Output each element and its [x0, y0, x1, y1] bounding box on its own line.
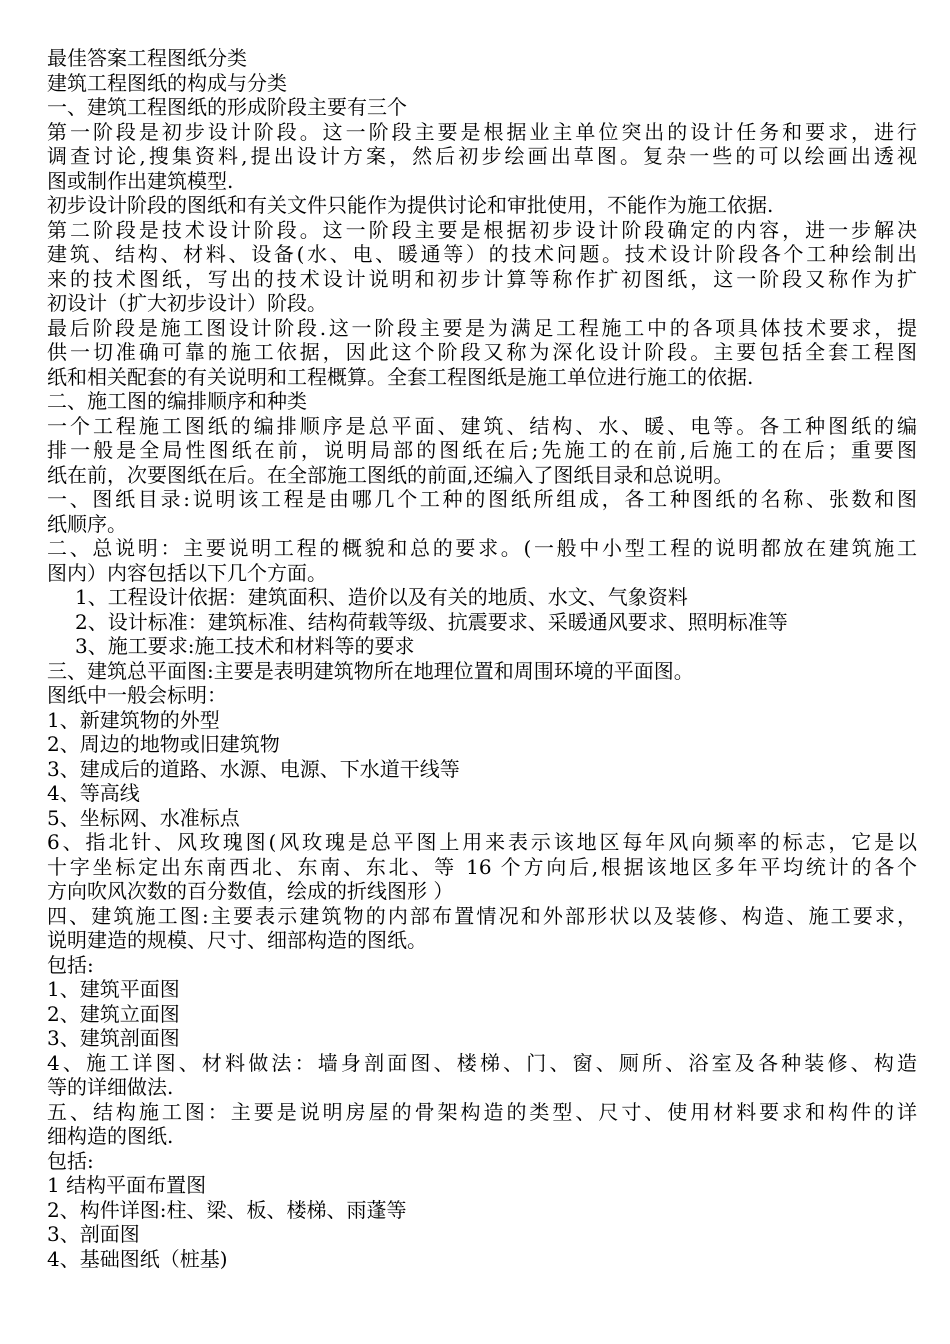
text-line: 图或制作出建筑模型.	[47, 168, 234, 193]
text-line: 图内）内容包括以下几个方面。	[47, 560, 327, 585]
text-line: 图纸中一般会标明：	[47, 683, 227, 707]
text-line: 来的技术图纸，写出的技术设计说明和初步计算等称作扩初图纸，这一阶段又称作为扩	[47, 266, 917, 291]
text-line: 2、构件详图:柱、梁、板、楼梯、雨蓬等	[47, 1197, 407, 1222]
text-line: 供一切准确可靠的施工依据，因此这个阶段又称为深化设计阶段。主要包括全套工程图	[47, 340, 917, 364]
text-line: 五、结构施工图：主要是说明房屋的骨架构造的类型、尺寸、使用材料要求和构件的详	[47, 1099, 917, 1124]
text-line: 十字坐标定出东南西北、东南、东北、等 16 个方向后,根据该地区多年平均统计的各个	[47, 854, 917, 879]
text-line: 说明建造的规模、尺寸、细部构造的图纸。	[47, 928, 427, 952]
text-line: 方向吹风次数的百分数值，绘成的折线图形 ）	[47, 879, 454, 903]
text-line: 最佳答案工程图纸分类	[47, 46, 247, 70]
text-line: 第二阶段是技术设计阶段。这一阶段主要是根据初步设计阶段确定的内容，进一步解决	[47, 217, 917, 242]
text-line: 建筑、结构、材料、设备(水、电、暖通等）的技术问题。技术设计阶段各个工种绘制出	[47, 242, 917, 266]
text-line: 1、工程设计依据：建筑面积、造价以及有关的地质、水文、气象资料	[75, 585, 688, 609]
text-line: 一个工程施工图纸的编排顺序是总平面、建筑、结构、水、暖、电等。各工种图纸的编	[47, 413, 917, 438]
text-line: 初设计（扩大初步设计）阶段。	[47, 291, 327, 315]
text-line: 4、基础图纸（桩基)	[47, 1246, 228, 1271]
text-line: 2、周边的地物或旧建筑物	[47, 732, 280, 756]
text-line: 4、施工详图、材料做法：墙身剖面图、楼梯、门、窗、厕所、浴室及各种装修、构造	[47, 1050, 917, 1075]
text-line: 一、图纸目录:说明该工程是由哪几个工种的图纸所组成，各工种图纸的名称、张数和图	[47, 487, 917, 511]
text-line: 一、建筑工程图纸的形成阶段主要有三个	[47, 95, 407, 119]
text-line: 4、等高线	[47, 781, 140, 805]
document-body	[47, 46, 917, 1271]
text-line: 调查讨论,搜集资料,提出设计方案，然后初步绘画出草图。复杂一些的可以绘画出透视	[47, 144, 917, 168]
text-line: 三、建筑总平面图:主要是表明建筑物所在地理位置和周围环境的平面图。	[47, 658, 694, 683]
text-line: 包括:	[47, 1148, 94, 1173]
text-line: 纸和相关配套的有关说明和工程概算。全套工程图纸是施工单位进行施工的依据.	[47, 364, 754, 389]
text-line: 细构造的图纸.	[47, 1124, 174, 1148]
text-line: 3、建成后的道路、水源、电源、下水道干线等	[47, 756, 460, 781]
text-line: 3、剖面图	[47, 1222, 140, 1246]
text-line: 5、坐标网、水准标点	[47, 805, 240, 830]
text-line: 排一般是全局性图纸在前，说明局部的图纸在后;先施工的在前,后施工的在后；重要图	[47, 438, 917, 462]
text-line: 2、设计标准：建筑标准、结构荷载等级、抗震要求、采暖通风要求、照明标准等	[75, 609, 788, 634]
text-line: 1、建筑平面图	[47, 977, 180, 1001]
text-line: 四、建筑施工图:主要表示建筑物的内部布置情况和外部形状以及装修、构造、施工要求，	[47, 903, 917, 928]
text-line: 初步设计阶段的图纸和有关文件只能作为提供讨论和审批使用，不能作为施工依据.	[47, 193, 774, 217]
text-line: 1、新建筑物的外型	[47, 707, 220, 732]
text-line: 2、建筑立面图	[47, 1001, 180, 1026]
text-line: 6、指北针、风玫瑰图(风玫瑰是总平图上用来表示该地区每年风向频率的标志，它是以	[47, 830, 917, 854]
text-line: 纸顺序。	[47, 511, 127, 536]
text-line: 包括:	[47, 952, 94, 977]
text-line: 3、建筑剖面图	[47, 1026, 180, 1050]
text-line: 3、施工要求:施工技术和材料等的要求	[75, 634, 415, 658]
text-line: 二、总说明：主要说明工程的概貌和总的要求。(一般中小型工程的说明都放在建筑施工	[47, 536, 917, 560]
text-line: 1 结构平面布置图	[47, 1173, 207, 1197]
text-line: 建筑工程图纸的构成与分类	[47, 70, 287, 95]
text-line: 二、施工图的编排顺序和种类	[47, 389, 307, 413]
text-line: 等的详细做法.	[47, 1075, 174, 1099]
text-line: 最后阶段是施工图设计阶段.这一阶段主要是为满足工程施工中的各项具体技术要求，提	[47, 315, 917, 340]
text-line: 第一阶段是初步设计阶段。这一阶段主要是根据业主单位突出的设计任务和要求，进行	[47, 119, 917, 144]
text-line: 纸在前，次要图纸在后。在全部施工图纸的前面,还编入了图纸目录和总说明。	[47, 462, 734, 487]
